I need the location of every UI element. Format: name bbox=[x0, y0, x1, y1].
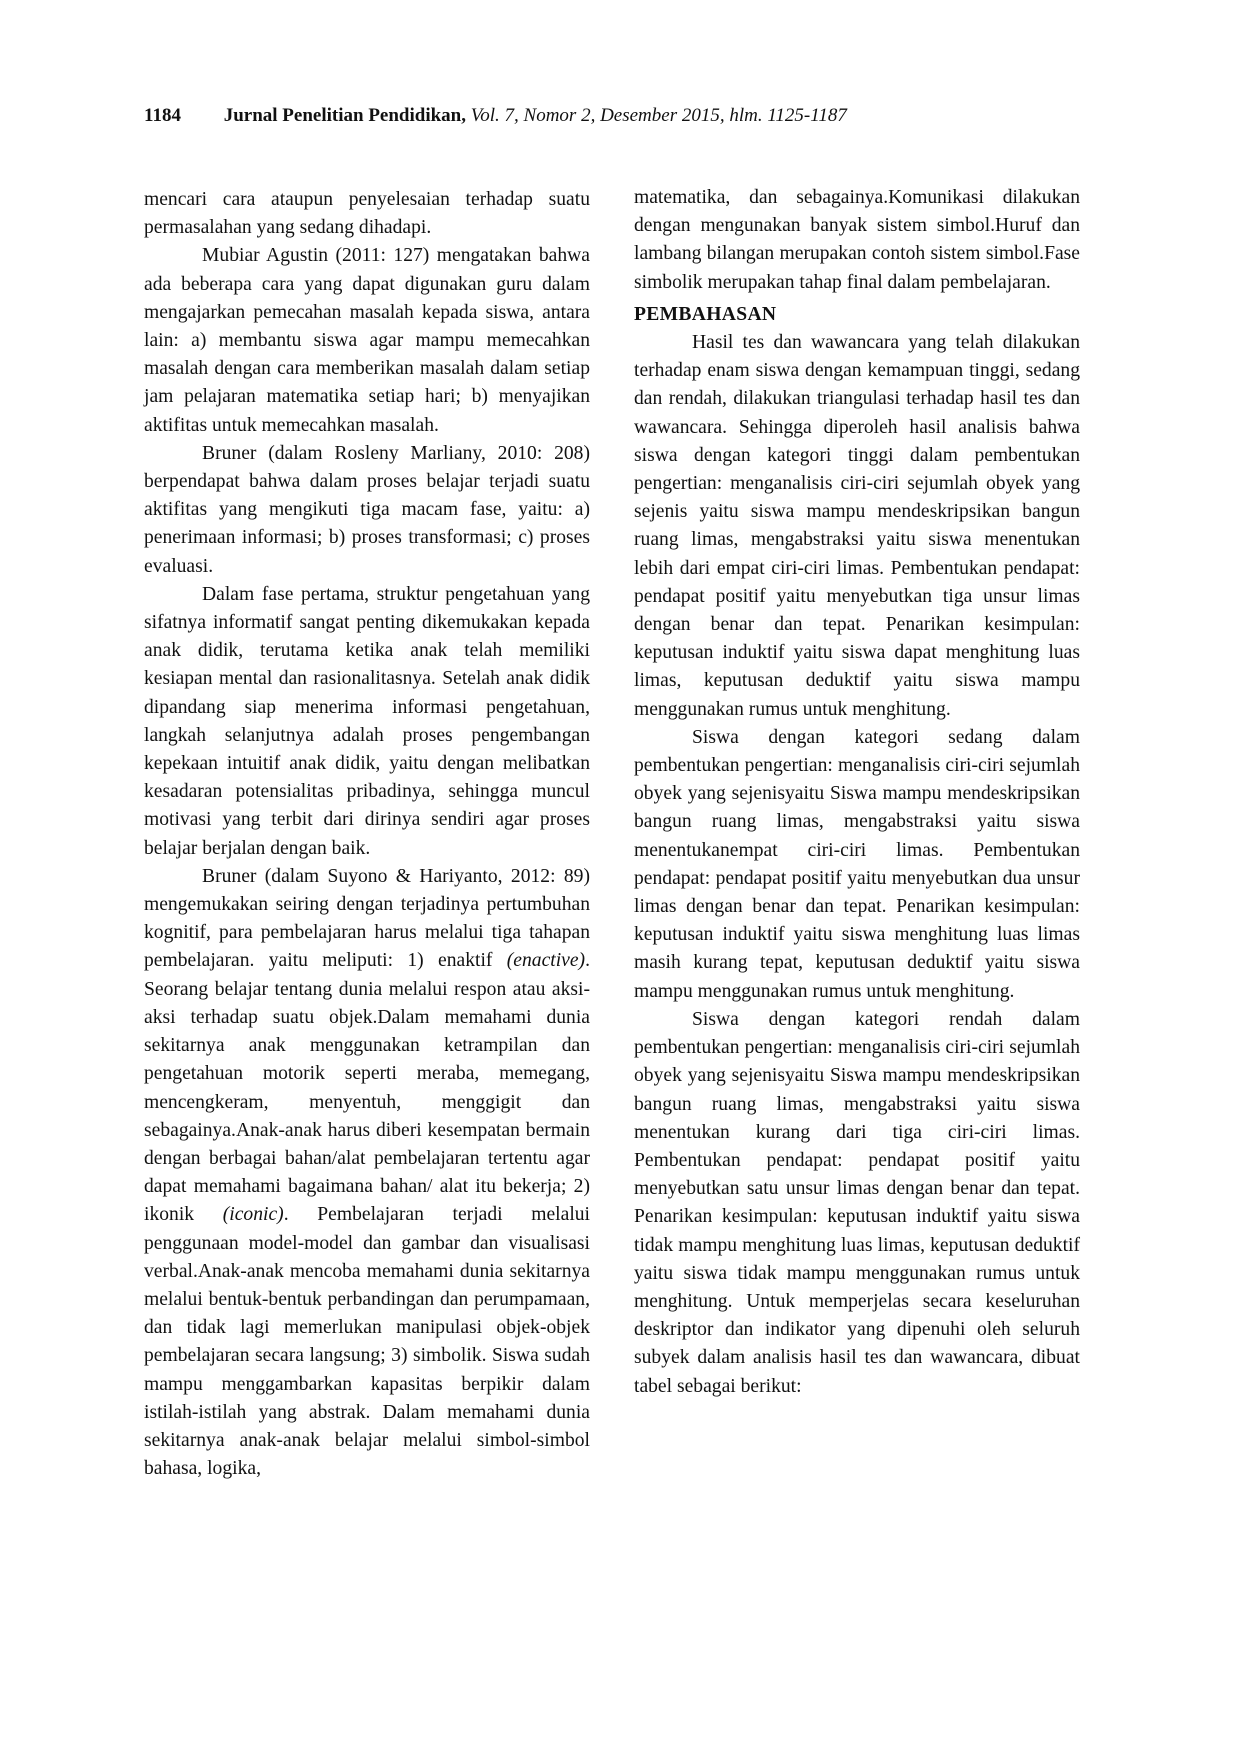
italic-term: (enactive) bbox=[506, 950, 586, 972]
paragraph: Dalam fase pertama, struktur pengetahuan yang sifatnya informatif sangat penting dikemukakan kepada anak didik, terutama ketika anak telah memiliki kesiapan mental dan rasionalitasnya. Setelah anak didik dipandang siap menerima informasi pengetahuan, langkah selanjutnya adalah proses pengembangan kepekaan intuitif anak didik, yaitu dengan melibatkan kesadaran potensialitas pribadinya, sehingga muncul motivasi yang terbit dari dirinya sendiri agar proses belajar berjalan dengan baik. bbox=[144, 583, 590, 859]
journal-volume-info: Vol. 7, Nomor 2, Desember 2015, hlm. 1125-1187 bbox=[470, 105, 847, 126]
section-heading: PEMBAHASAN bbox=[634, 303, 777, 325]
paragraph: Hasil tes dan wawancara yang telah dilakukan terhadap enam siswa dengan kemampuan tinggi, sedang dan rendah, dilakukan triangulasi terhadap hasil tes dan wawancara. Sehingga diperoleh hasil analisis bahwa siswa dengan kategori tinggi dalam pembentukan pengertian: menganalisis ciri-ciri sejumlah obyek yang sejenis yaitu siswa mampu mendeskripsikan bangun ruang limas, mengabstraksi yaitu siswa menentukan lebih dari empat ciri-ciri limas. Pembentukan pendapat: pendapat positif yaitu menyebutkan tiga unsur limas dengan benar dan tepat. Penarikan kesimpulan: keputusan induktif yaitu siswa dapat menghitung luas limas, keputusan deduktif yaitu siswa mampu menggunakan rumus untuk menghitung. bbox=[634, 332, 1080, 720]
right-column bbox=[634, 184, 1080, 1401]
paragraph-text: . Pembelajaran terjadi melalui penggunaan model-model dan gambar dan visualisasi verbal.Anak-anak mencoba memahami dunia sekitarnya melalui bentuk-bentuk perbandingan dan perumpamaan, dan tidak lagi memerlukan manipulasi objek-objek pembelajaran secara langsung; 3) simbolik. Siswa sudah mampu menggambarkan kapasitas berpikir dalam istilah-istilah yang abstrak. Dalam memahami dunia sekitarnya anak-anak belajar melalui simbol-simbol bahasa, logika, bbox=[144, 1204, 591, 1480]
paragraph: Siswa dengan kategori sedang dalam pembentukan pengertian: menganalisis ciri-ciri sejumlah obyek yang sejenisyaitu Siswa mampu mendeskripsikan bangun ruang limas, mengabstraksi yaitu siswa menentukanempat ciri-ciri limas. Pembentukan pendapat: pendapat positif yaitu menyebutkan dua unsur limas dengan benar dan tepat. Penarikan kesimpulan: keputusan induktif yaitu siswa menghitung luas limas masih kurang tepat, keputusan deduktif yaitu siswa mampu menggunakan rumus untuk menghitung. bbox=[634, 726, 1080, 1002]
italic-term: (iconic) bbox=[222, 1204, 284, 1226]
page-number: 1184 bbox=[144, 105, 181, 126]
paragraph: matematika, dan sebagainya.Komunikasi dilakukan dengan mengunakan banyak sistem simbol.Huruf dan lambang bilangan merupakan contoh sistem simbol.Fase simbolik merupakan tahap final dalam pembelajaran. bbox=[634, 187, 1080, 293]
left-column bbox=[144, 186, 590, 1483]
journal-name: Jurnal Penelitian Pendidikan, bbox=[223, 105, 466, 126]
running-header bbox=[144, 104, 1104, 128]
paragraph-text: . Seorang belajar tentang dunia melalui respon atau aksi-aksi terhadap suatu objek.Dalam memahami dunia sekitarnya anak menggunakan ketrampilan dan pengetahuan motorik seperti meraba, memegang, mencengkeram, menyentuh, menggigit dan sebagainya.Anak-anak harus diberi kesempatan bermain dengan berbagai bahan/alat pembelajaran tertentu agar dapat memahami bagaimana bahan/ alat itu bekerja; 2) ikonik bbox=[144, 950, 590, 1226]
paragraph: Siswa dengan kategori rendah dalam pembentukan pengertian: menganalisis ciri-ciri sejumlah obyek yang sejenisyaitu Siswa mampu mendeskripsikan bangun ruang limas, mengabstraksi yaitu siswa menentukan kurang dari tiga ciri-ciri limas. Pembentukan pendapat: pendapat positif yaitu menyebutkan satu unsur limas dengan benar dan tepat. Penarikan kesimpulan: keputusan induktif yaitu siswa tidak mampu menghitung luas limas, keputusan deduktif yaitu siswa tidak mampu menggunakan rumus untuk menghitung. Untuk memperjelas secara keseluruhan deskriptor dan indikator yang dipenuhi oleh seluruh subyek dalam analisis hasil tes dan wawancara, dibuat tabel sebagai berikut: bbox=[634, 1008, 1080, 1397]
paragraph: Bruner (dalam Rosleny Marliany, 2010: 208) berpendapat bahwa dalam proses belajar terjadi suatu aktifitas yang mengikuti tiga macam fase, yaitu: a) penerimaan informasi; b) proses transformasi; c) proses evaluasi. bbox=[144, 442, 590, 577]
paragraph: mencari cara ataupun penyelesaian terhadap suatu permasalahan yang sedang dihadapi. bbox=[144, 189, 590, 239]
paragraph: Mubiar Agustin (2011: 127) mengatakan bahwa ada beberapa cara yang dapat digunakan guru dalam mengajarkan pemecahan masalah kepada siswa, antara lain: a) membantu siswa agar mampu memecahkan masalah dengan cara memberikan masalah dalam setiap jam pelajaran matematika setiap hari; b) menyajikan aktifitas untuk memecahkan masalah. bbox=[144, 245, 590, 436]
paragraph-text: Bruner (dalam Suyono & Hariyanto, 2012: 89) mengemukakan seiring dengan terjadinya pertumbuhan kognitif, para pembelajaran harus melalui tiga tahapan pembelajaran. yaitu meliputi: 1) enaktif bbox=[144, 865, 590, 972]
paragraph bbox=[144, 863, 590, 1483]
